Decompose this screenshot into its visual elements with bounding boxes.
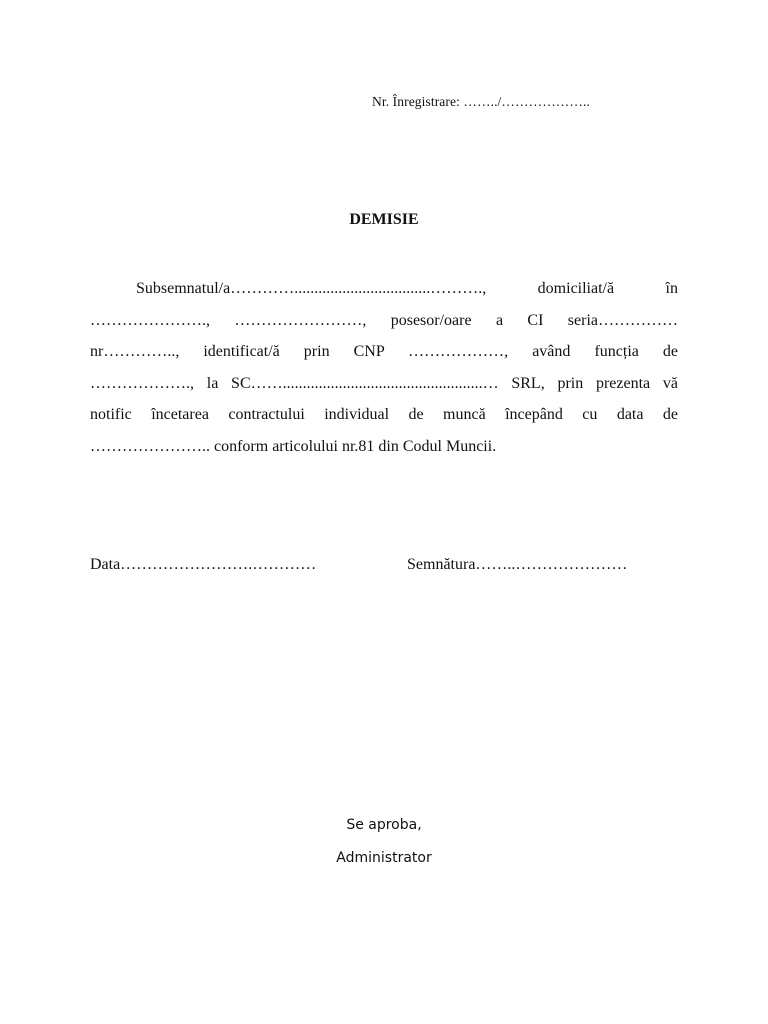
approval-line: Se aproba,	[346, 817, 422, 833]
body-line: …………………., ……………………, posesor/oare a CI seria……………	[90, 311, 678, 329]
document-title: DEMISIE	[349, 211, 419, 228]
approver-title: Administrator	[336, 850, 432, 866]
body-line: nr………….., identificat/ă prin CNP ………………, având funcția de	[90, 343, 678, 360]
body-line: ………………., la SC……..................................................… SRL, prin prezenta vă	[90, 374, 678, 392]
date-field: Data…………………….…………	[90, 556, 317, 573]
registration-number: Nr. Înregistrare: ……../………………..	[372, 94, 590, 109]
resignation-body	[90, 273, 678, 462]
body-line: Subsemnatul/a…………..................................………., domiciliat/ă în	[136, 280, 678, 297]
signature-field: Semnătura……..…………………	[407, 556, 628, 573]
body-line: ………………….. conform articolului nr.81 din Codul Muncii.	[90, 437, 497, 455]
body-line: notific încetarea contractului individual de muncă începând cu data de	[90, 406, 678, 423]
